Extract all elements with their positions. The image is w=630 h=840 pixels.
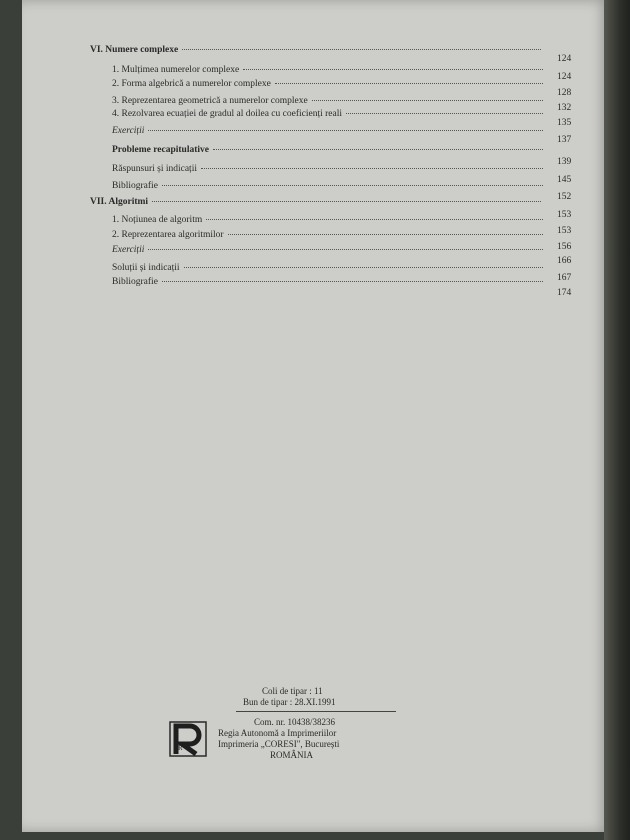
toc-entry-title: VI. Numere complexe — [90, 45, 179, 55]
toc-entry-title: 1. Mulțimea numerelor complexe — [112, 65, 240, 75]
toc-entry-title: 2. Forma algebrică a numerelor complexe — [112, 79, 271, 89]
table-of-contents — [22, 0, 610, 300]
imprint-rule — [236, 711, 396, 712]
printing-house: Imprimeria „CORESI", București — [218, 739, 340, 749]
bun-de-tipar: Bun de tipar : 28.XI.1991 — [243, 697, 336, 707]
toc-entry — [112, 180, 547, 192]
toc-chapter-vi — [90, 44, 545, 56]
toc-page-number: 156 — [557, 242, 572, 252]
toc-entry-title: VII. Algoritmi — [90, 197, 149, 207]
toc-entry — [112, 244, 547, 256]
logo-letter: R — [178, 744, 183, 752]
toc-page-number: 128 — [557, 88, 572, 98]
toc-page-number: 137 — [557, 135, 572, 145]
toc-entry-title: Exerciții — [112, 245, 145, 255]
toc-page-number: 145 — [557, 175, 572, 185]
toc-chapter-vii — [90, 196, 545, 208]
toc-page-number: 174 — [557, 288, 572, 298]
toc-entry — [112, 125, 547, 137]
country: ROMÂNIA — [270, 750, 314, 760]
publisher-name: Regia Autonomă a Imprimeriilor — [218, 728, 337, 738]
toc-entry-title: Bibliografie — [112, 277, 158, 287]
toc-entry — [112, 64, 547, 76]
toc-entry-title: Soluții și indicații — [112, 263, 180, 273]
toc-entry-title: Bibliografie — [112, 181, 158, 191]
toc-entry — [112, 262, 547, 274]
toc-entry — [112, 95, 547, 107]
toc-entry-title: 4. Rezolvarea ecuației de gradul al doilea cu coeficienți reali — [112, 109, 342, 119]
toc-entry — [112, 276, 547, 288]
toc-page-number: 167 — [557, 273, 572, 283]
book-page — [22, 0, 610, 832]
printer-logo-icon — [168, 720, 208, 758]
toc-page-number: 124 — [557, 54, 572, 64]
order-number: Com. nr. 10438/38236 — [254, 717, 336, 727]
toc-page-number: 152 — [557, 192, 572, 202]
toc-page-number: 124 — [557, 72, 572, 82]
toc-entry — [112, 78, 547, 90]
printer-imprint — [22, 680, 610, 780]
toc-page-number: 166 — [557, 256, 572, 266]
toc-entry — [112, 214, 547, 226]
toc-page-number: 139 — [557, 157, 572, 167]
toc-entry-title: Exerciții — [112, 126, 145, 136]
toc-entry — [112, 144, 547, 156]
book-spine-edge — [604, 0, 630, 840]
toc-page-number: 153 — [557, 210, 572, 220]
toc-page-number: 135 — [557, 118, 572, 128]
toc-entry-title: Probleme recapitulative — [112, 145, 209, 155]
toc-page-number: 132 — [557, 103, 572, 113]
coli-de-tipar: Coli de tipar : 11 — [262, 686, 323, 696]
toc-entry-title: 1. Noțiunea de algoritm — [112, 215, 203, 225]
toc-entry — [112, 229, 547, 241]
toc-entry — [112, 163, 547, 175]
toc-page-number: 153 — [557, 226, 572, 236]
toc-entry-title: Răspunsuri și indicații — [112, 164, 197, 174]
toc-entry-title: 2. Reprezentarea algoritmilor — [112, 230, 224, 240]
toc-entry-title: 3. Reprezentarea geometrică a numerelor complexe — [112, 96, 308, 106]
toc-entry — [112, 108, 547, 120]
